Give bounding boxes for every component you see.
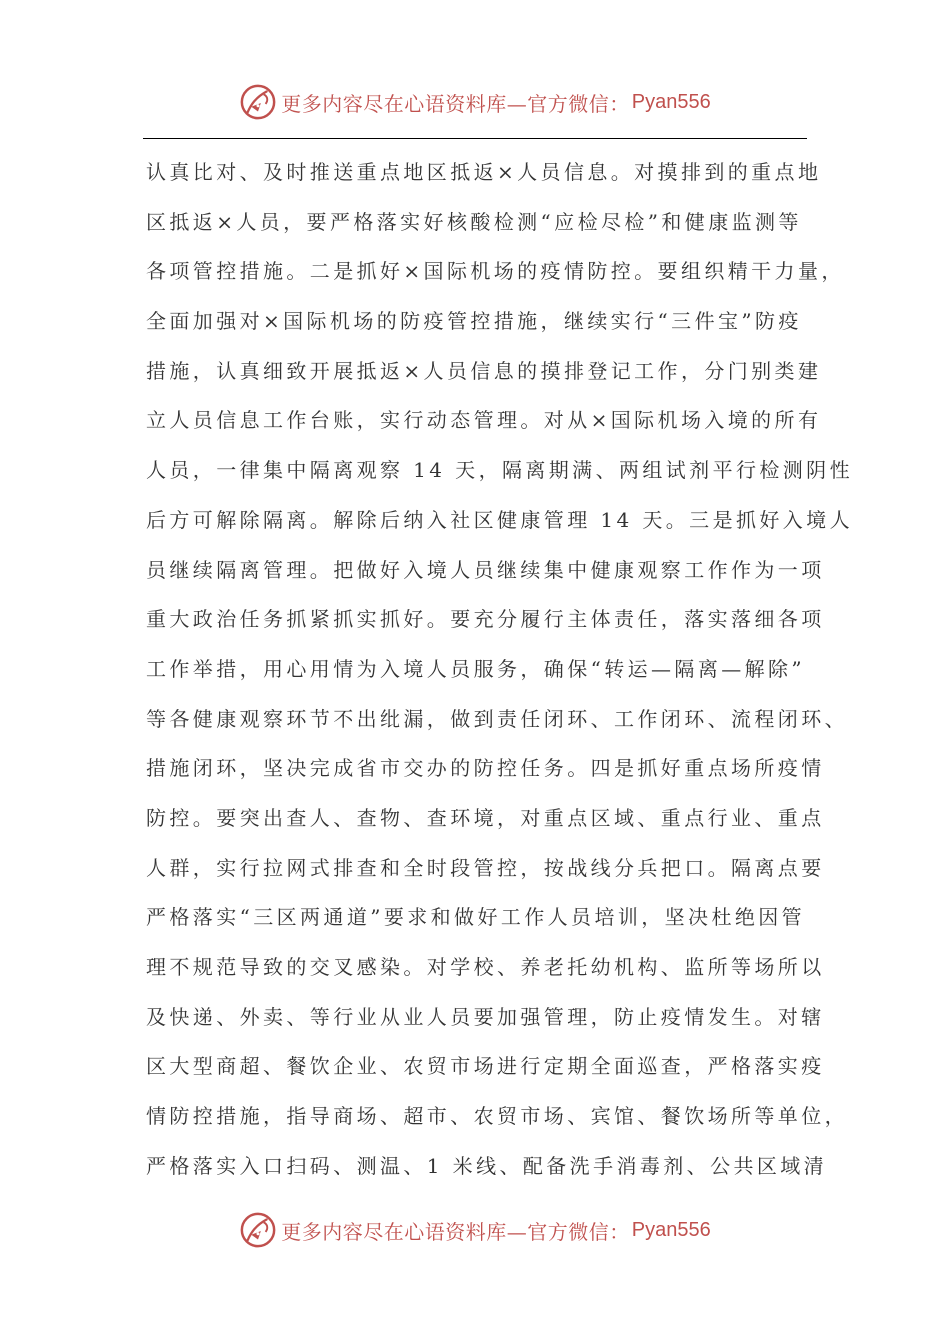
body-line: 人群，实行拉网式排查和全时段管控，按战线分兵把口。隔离点要 — [146, 855, 825, 880]
body-line: 人员，一律集中隔离观察 14 天，隔离期满、两组试剂平行检测阴性 — [146, 458, 853, 483]
body-line: 严格落实入口扫码、测温、1 米线、配备洗手消毒剂、公共区域清 — [146, 1153, 828, 1178]
document-body — [146, 148, 853, 1191]
pen-nib-logo-icon — [239, 83, 277, 121]
body-line: 区抵返×人员，要严格落实好核酸检测“应检尽检”和健康监测等 — [146, 209, 802, 234]
body-line: 措施，认真细致开展抵返×人员信息的摸排登记工作，分门别类建 — [146, 358, 822, 383]
header-watermark — [0, 80, 950, 124]
body-line: 措施闭环，坚决完成省市交办的防控任务。四是抓好重点场所疫情 — [146, 756, 825, 781]
body-line: 严格落实“三区两通道”要求和做好工作人员培训，坚决杜绝因管 — [146, 905, 806, 930]
body-line: 区大型商超、餐饮企业、农贸市场进行定期全面巡查，严格落实疫 — [146, 1054, 825, 1079]
body-line: 全面加强对×国际机场的防疫管控措施，继续实行“三件宝”防疫 — [146, 309, 802, 334]
header-divider — [143, 138, 807, 139]
footer-watermark — [0, 1208, 950, 1252]
body-line: 等各健康观察环节不出纰漏，做到责任闭环、工作闭环、流程闭环、 — [146, 706, 848, 731]
body-line: 员继续隔离管理。把做好入境人员继续集中健康观察工作作为一项 — [146, 557, 825, 582]
body-line: 认真比对、及时推送重点地区抵返×人员信息。对摸排到的重点地 — [146, 160, 822, 184]
body-line: 防控。要突出查人、查物、查环境，对重点区域、重点行业、重点 — [146, 805, 825, 830]
body-line: 情防控措施，指导商场、超市、农贸市场、宾馆、餐饮场所等单位， — [146, 1104, 848, 1129]
body-line: 工作举措，用心用情为入境人员服务，确保“转运—隔离—解除” — [146, 656, 806, 681]
body-line: 重大政治任务抓紧抓实抓好。要充分履行主体责任，落实落细各项 — [146, 607, 825, 632]
footer-watermark-text: 更多内容尽在心语资料库—官方微信： — [281, 1219, 630, 1244]
body-line: 及快递、外卖、等行业从业人员要加强管理，防止疫情发生。对辖 — [146, 1004, 825, 1029]
pen-nib-logo-icon — [239, 1211, 277, 1249]
header-watermark-handle: Pyan556 — [631, 90, 711, 113]
header-watermark-text: 更多内容尽在心语资料库—官方微信： — [281, 91, 630, 116]
body-line: 各项管控措施。二是抓好×国际机场的疫情防控。要组织精干力量， — [146, 259, 845, 284]
footer-watermark-handle: Pyan556 — [631, 1218, 711, 1241]
body-line: 理不规范导致的交叉感染。对学校、养老托幼机构、监所等场所以 — [146, 955, 825, 979]
body-line: 后方可解除隔离。解除后纳入社区健康管理 14 天。三是抓好入境人 — [146, 507, 853, 532]
body-line: 立人员信息工作台账，实行动态管理。对从×国际机场入境的所有 — [146, 408, 822, 433]
